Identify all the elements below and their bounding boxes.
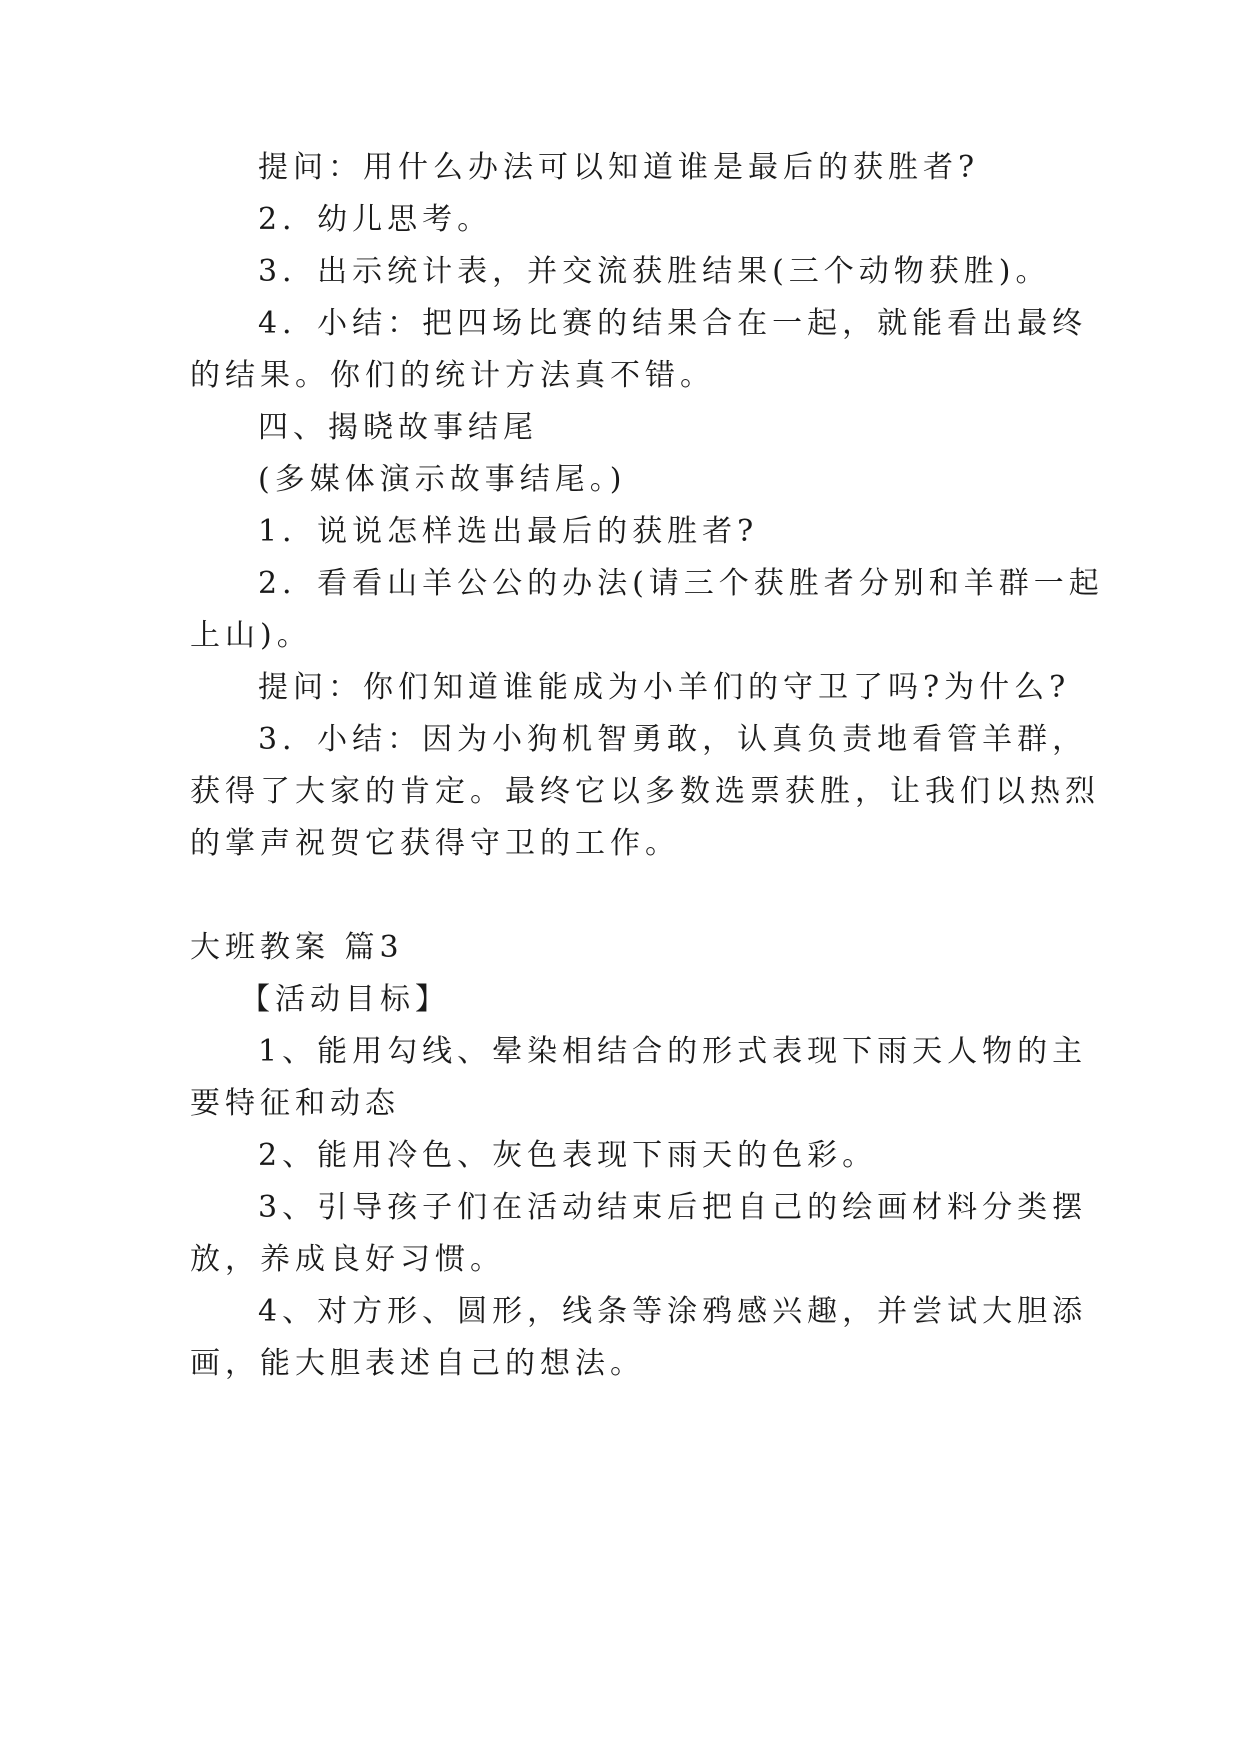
paragraph-line: 3、引导孩子们在活动结束后把自己的绘画材料分类摆 [258, 1190, 1088, 1225]
paragraph-line: 2．看看山羊公公的办法(请三个获胜者分别和羊群一起 [258, 566, 1104, 601]
paragraph-line: 画，能大胆表述自己的想法。 [190, 1346, 645, 1381]
section-heading: 【活动目标】 [240, 982, 450, 1017]
paragraph-line: 的结果。你们的统计方法真不错。 [190, 358, 715, 393]
paragraph-line: 要特征和动态 [190, 1086, 400, 1121]
section-heading: 四、揭晓故事结尾 [258, 410, 538, 445]
paragraph-line: 上山)。 [190, 618, 312, 653]
paragraph-line: 1、能用勾线、晕染相结合的形式表现下雨天人物的主 [258, 1034, 1088, 1069]
paragraph-line: 获得了大家的肯定。最终它以多数选票获胜，让我们以热烈 [190, 774, 1100, 809]
paragraph-line: 提问：用什么办法可以知道谁是最后的获胜者? [258, 150, 980, 185]
paragraph-line: 的掌声祝贺它获得守卫的工作。 [190, 826, 680, 861]
paragraph-line: 4．小结：把四场比赛的结果合在一起，就能看出最终 [258, 306, 1088, 341]
paragraph-line: 2、能用冷色、灰色表现下雨天的色彩。 [258, 1138, 878, 1173]
paragraph-line: 提问：你们知道谁能成为小羊们的守卫了吗?为什么? [258, 670, 1071, 705]
paragraph-line: 1．说说怎样选出最后的获胜者? [258, 514, 759, 549]
paragraph-line: 放，养成良好习惯。 [190, 1242, 505, 1277]
paragraph-line: 4、对方形、圆形，线条等涂鸦感兴趣，并尝试大胆添 [258, 1294, 1088, 1329]
paragraph-line: 3．小结：因为小狗机智勇敢，认真负责地看管羊群， [258, 722, 1088, 757]
lesson-title: 大班教案 篇3 [190, 930, 404, 965]
paragraph-line: 2．幼儿思考。 [258, 202, 493, 237]
paragraph-line: 3．出示统计表，并交流获胜结果(三个动物获胜)。 [258, 254, 1051, 289]
paragraph-line: (多媒体演示故事结尾。) [258, 462, 627, 497]
